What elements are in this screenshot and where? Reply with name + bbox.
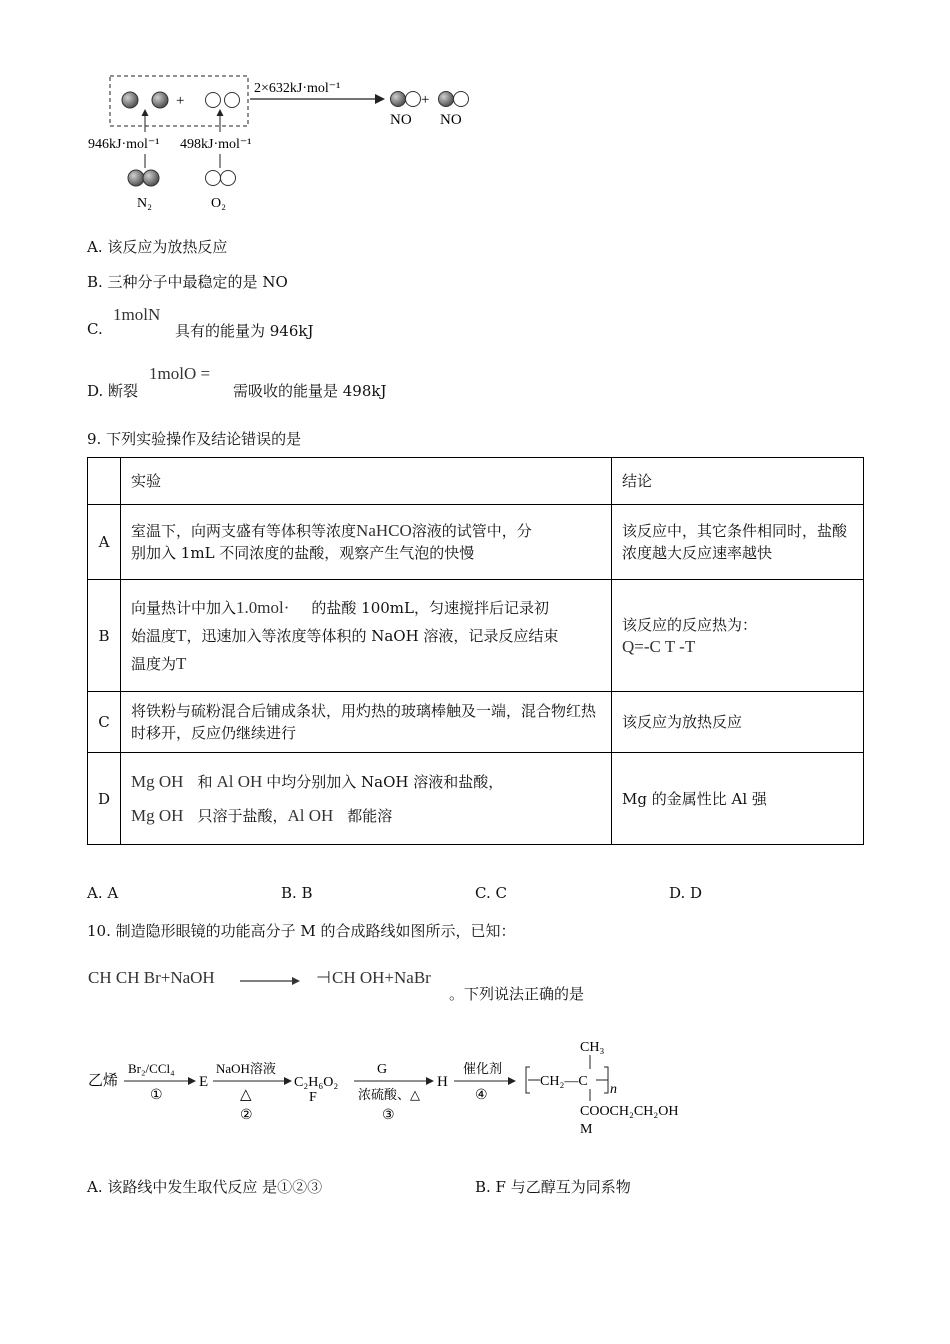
row-label: B	[88, 580, 121, 692]
q10-title: 10. 制造隐形眼镜的功能高分子 M 的合成路线如图所示，已知：	[87, 922, 516, 940]
polymer-ch3: CH₃	[580, 1040, 605, 1055]
table-row	[88, 753, 864, 845]
n-atom	[439, 92, 454, 107]
n2-molecule-atom	[143, 170, 159, 186]
n2-molecule-atom	[128, 170, 144, 186]
table-row	[88, 692, 864, 753]
row-c-experiment: 将铁粉与硫粉混合后铺成条状，用灼热的玻璃棒触及一端，混合物红热时移开，反应仍继续进行	[121, 692, 612, 753]
route-e: E	[199, 1074, 209, 1090]
n2-bond-energy: 946kJ·mol⁻¹	[88, 137, 160, 152]
synthesis-route-diagram	[80, 1035, 720, 1145]
polymer-n: n	[610, 1082, 617, 1097]
o-atom	[406, 92, 421, 107]
q8-option-d-formula: 1molO =	[149, 364, 211, 383]
q9-choice-b: B. B	[281, 884, 313, 902]
route-step-1: ①	[150, 1088, 163, 1103]
route-step-2: ②	[240, 1108, 253, 1123]
no-label: NO	[440, 112, 462, 128]
q10-option-b: B. F 与乙醇互为同系物	[475, 1178, 631, 1196]
arrow-energy-label: 2×632kJ·mol⁻¹	[254, 81, 341, 96]
q9-table	[87, 457, 864, 845]
row-b-conclusion: 该反应的反应热为： Q=-C T -T	[612, 580, 864, 692]
q10-equation-left: CH CH Br+NaOH	[88, 968, 215, 987]
q10-equation-suffix: 。下列说法正确的是	[449, 985, 585, 1003]
row-a-conclusion: 该反应中，其它条件相同时，盐酸浓度越大反应速率越快	[612, 505, 864, 580]
table-header-row	[88, 458, 864, 505]
route-f-label: F	[309, 1090, 317, 1105]
o2-label: O₂	[211, 196, 226, 211]
row-label: C	[88, 692, 121, 753]
q9-title: 9. 下列实验操作及结论错误的是	[87, 430, 302, 448]
o2-molecule-atom	[206, 171, 221, 186]
route-step-4: ④	[475, 1088, 488, 1103]
plus-sign: +	[176, 93, 185, 109]
q10-equation-mark: ⊣	[316, 968, 331, 987]
row-label: D	[88, 753, 121, 845]
q8-option-a: A. 该反应为放热反应	[87, 238, 228, 256]
q8-option-c-suffix: 具有的能量为 946kJ	[175, 322, 314, 340]
route-h: H	[437, 1074, 448, 1090]
no-label: NO	[390, 112, 412, 128]
route-step-3: ③	[382, 1108, 395, 1123]
reaction-arrow	[238, 972, 302, 992]
q10-option-a: A. 该路线中发生取代反应 是①②③	[87, 1178, 323, 1196]
route-r3-reagent: G	[377, 1062, 388, 1077]
q8-option-c-prefix: C.	[87, 320, 103, 338]
polymer-chain: CH₂—C	[540, 1074, 588, 1089]
n2-label: N₂	[137, 196, 152, 211]
o2-bond-energy: 498kJ·mol⁻¹	[180, 137, 252, 152]
row-d-conclusion: Mg 的金属性比 Al 强	[612, 753, 864, 845]
route-start: 乙烯	[88, 1073, 119, 1089]
n-atom	[152, 92, 168, 108]
row-a-experiment: 室温下，向两支盛有等体积等浓度NaHCO溶液的试管中，分 别加入 1mL 不同浓度的盐酸，观察产生气泡的快慢	[121, 505, 612, 580]
q9-choice-d: D. D	[669, 884, 703, 902]
q8-option-b: B. 三种分子中最稳定的是 NO	[87, 273, 288, 291]
table-row	[88, 580, 864, 692]
route-r4-catalyst: 催化剂	[463, 1061, 503, 1076]
q8-option-d-prefix: D. 断裂	[87, 382, 139, 400]
route-r3-condition: 浓硫酸、△	[358, 1087, 420, 1102]
n-atom	[391, 92, 406, 107]
row-c-conclusion: 该反应为放热反应	[612, 692, 864, 753]
o-atom	[225, 93, 240, 108]
n-atom	[122, 92, 138, 108]
header-experiment: 实验	[121, 458, 612, 505]
route-r2-reagent: NaOH溶液	[216, 1061, 276, 1076]
table-row	[88, 505, 864, 580]
o-atom	[206, 93, 221, 108]
q9-choice-a: A. A	[87, 884, 119, 902]
q9-choice-c: C. C	[475, 884, 507, 902]
route-r1-reagent: Br₂/CCl₄	[128, 1061, 175, 1076]
o-atom	[454, 92, 469, 107]
q8-option-c-formula: 1molN	[113, 305, 161, 324]
route-f-formula: C₂H₆O₂	[294, 1075, 339, 1090]
row-b-experiment: 向量热计中加入1.0mol· 的盐酸 100mL，匀速搅拌后记录初 始温度T，迅速加入等浓度等体积的 NaOH 溶液，记录反应结束 温度为T	[121, 580, 612, 692]
row-label: A	[88, 505, 121, 580]
bond-energy-diagram	[80, 68, 500, 218]
row-d-experiment: Mg OH 和 Al OH 中均分别加入 NaOH 溶液和盐酸， Mg OH 只溶于盐酸，Al OH 都能溶	[121, 753, 612, 845]
polymer-m-label: M	[580, 1122, 593, 1137]
o2-molecule-atom	[221, 171, 236, 186]
q8-option-d-suffix: 需吸收的能量是 498kJ	[233, 382, 387, 400]
route-r2-heat: △	[240, 1087, 252, 1103]
header-conclusion: 结论	[612, 458, 864, 505]
q10-equation-right: CH OH+NaBr	[332, 968, 431, 987]
plus-sign: +	[421, 92, 430, 108]
polymer-ester: COOCH₂CH₂OH	[580, 1104, 679, 1119]
